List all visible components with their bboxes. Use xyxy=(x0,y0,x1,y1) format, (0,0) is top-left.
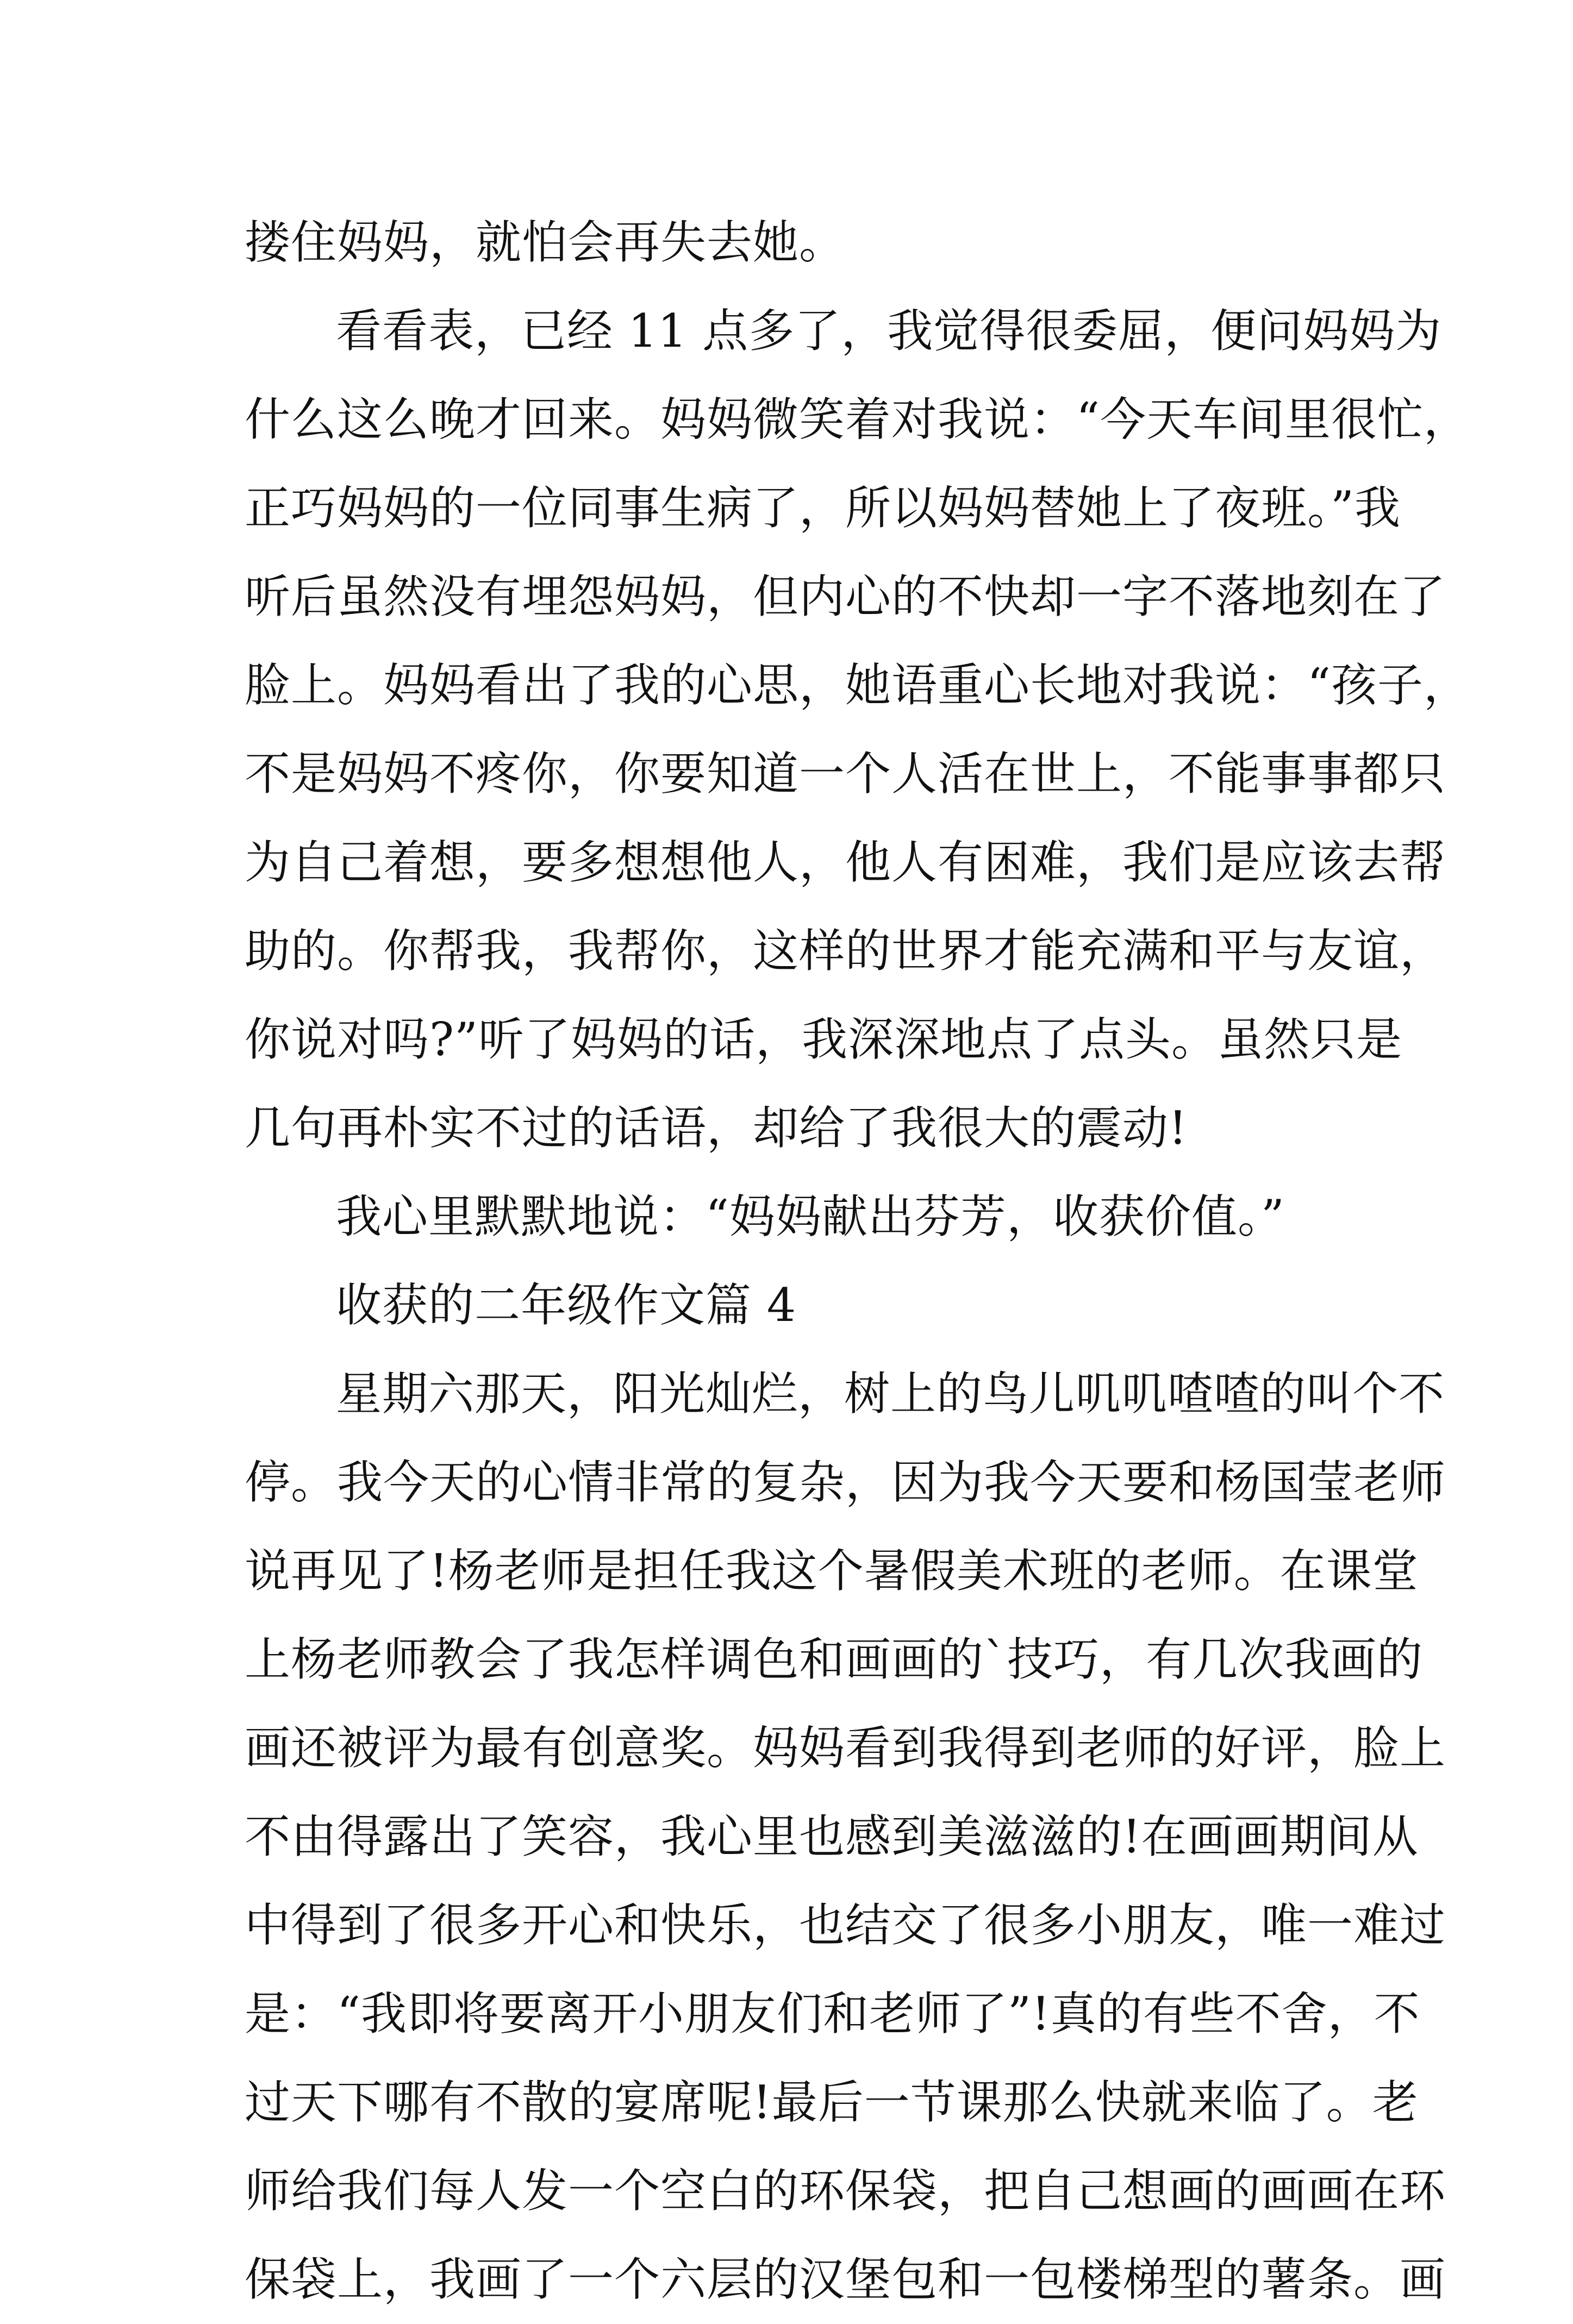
text-line: 不由得露出了笑容，我心里也感到美滋滋的!在画画期间从 xyxy=(245,1810,1419,1863)
text-line: 正巧妈妈的一位同事生病了，所以妈妈替她上了夜班。”我 xyxy=(245,481,1401,535)
text-line: 你说对吗?”听了妈妈的话，我深深地点了点头。虽然只是 xyxy=(245,1013,1402,1066)
essay-body xyxy=(245,198,1470,2324)
text-line: 中得到了很多开心和快乐，也结交了很多小朋友，唯一难过 xyxy=(245,1899,1446,1952)
text-line: 听后虽然没有埋怨妈妈，但内心的不快却一字不落地刻在了 xyxy=(245,570,1446,623)
text-line: 不是妈妈不疼你，你要知道一个人活在世上，不能事事都只 xyxy=(245,747,1446,800)
text-line: 看看表，已经 11 点多了，我觉得很委屈，便问妈妈为 xyxy=(336,304,1442,358)
text-line: 师给我们每人发一个空白的环保袋，把自己想画的画画在环 xyxy=(245,2164,1446,2217)
text-line: 什么这么晚才回来。妈妈微笑着对我说：“今天车间里很忙， xyxy=(245,393,1470,446)
text-line: 星期六那天，阳光灿烂，树上的鸟儿叽叽喳喳的叫个不 xyxy=(336,1367,1445,1420)
text-line: 我心里默默地说：“妈妈献出芬芳，收获价值。” xyxy=(336,1190,1285,1243)
text-line: 画还被评为最有创意奖。妈妈看到我得到老师的好评，脸上 xyxy=(245,1721,1446,1775)
text-line: 说再见了!杨老师是担任我这个暑假美术班的老师。在课堂 xyxy=(245,1544,1419,1598)
text-line: 保袋上，我画了一个六层的汉堡包和一包楼梯型的薯条。画 xyxy=(245,2253,1446,2306)
text-line: 过天下哪有不散的宴席呢!最后一节课那么快就来临了。老 xyxy=(245,2076,1419,2129)
text-line: 收获的二年级作文篇 4 xyxy=(336,1279,797,1332)
text-line: 上杨老师教会了我怎样调色和画画的`技巧，有几次我画的 xyxy=(245,1633,1424,1686)
text-line: 几句再朴实不过的话语，却给了我很大的震动! xyxy=(245,1101,1188,1155)
text-line: 是：“我即将要离开小朋友们和老师了”!真的有些不舍，不 xyxy=(245,1987,1420,2040)
text-line: 停。我今天的心情非常的复杂，因为我今天要和杨国莹老师 xyxy=(245,1456,1446,1509)
text-line: 脸上。妈妈看出了我的心思，她语重心长地对我说：“孩子， xyxy=(245,659,1470,712)
text-line: 为自己着想，要多想想他人，他人有困难，我们是应该去帮 xyxy=(245,836,1446,889)
text-line: 助的。你帮我，我帮你，这样的世界才能充满和平与友谊， xyxy=(245,924,1446,978)
text-line: 搂住妈妈，就怕会再失去她。 xyxy=(245,216,846,269)
